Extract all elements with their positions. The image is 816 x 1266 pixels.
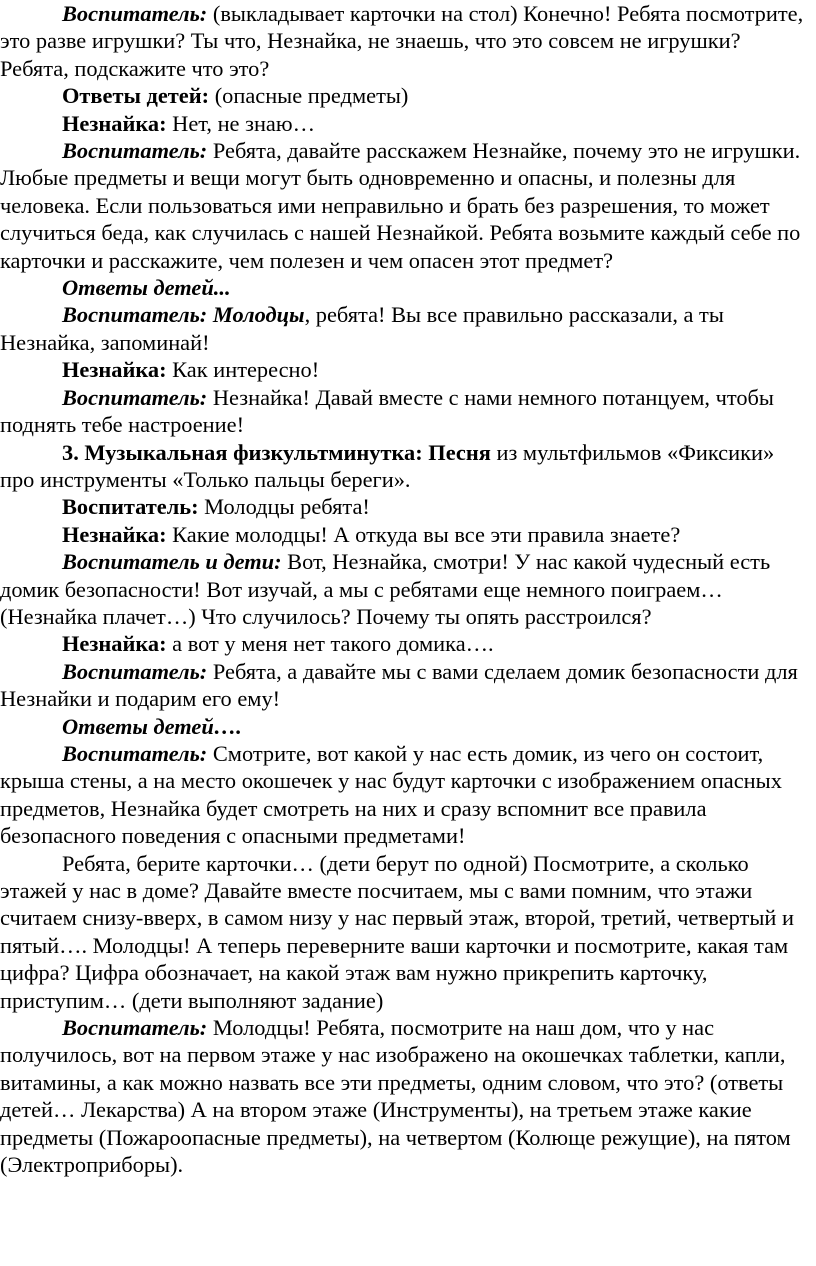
p3: [0, 137, 810, 274]
p9-text: Молодцы ребята!: [204, 494, 370, 520]
p15: [0, 740, 810, 850]
p12: [0, 630, 810, 657]
p13-text: Ребята, а давайте мы с вами сделаем домик безопасности для Незнайки и подарим его ему!: [0, 658, 798, 712]
p13-speaker: Воспитатель:: [62, 658, 213, 684]
p2-speaker: Незнайка:: [62, 110, 173, 136]
p1: [0, 82, 810, 109]
p3-text: Ребята, давайте расскажем Незнайке, почему это не игрушки. Любые предметы и вещи могут быть одновременно и опасны, и полезны для человека. Если пользоваться ими неправильно и брать без разрешения, то может случиться беда, как случилась с нашей Незнайкой. Ребята возьмите каждый себе по карточки и расскажите, чем полезен и чем опасен этот предмет?: [0, 138, 801, 273]
p6: [0, 356, 810, 383]
p10-text: Какие молодцы! А откуда вы все эти правила знаете?: [172, 521, 681, 547]
p3-speaker: Воспитатель:: [62, 138, 213, 164]
p6-speaker: Незнайка:: [62, 357, 173, 383]
p10-speaker: Незнайка:: [62, 521, 173, 547]
p4: [0, 274, 810, 301]
p4-speaker: Ответы детей...: [62, 275, 231, 301]
p1-text: (опасные предметы): [214, 83, 409, 109]
p5-text: , ребята! Вы все правильно рассказали, а ты Незнайка, запоминай!: [0, 302, 724, 355]
p17: [0, 1014, 810, 1178]
p12-text: а вот у меня нет такого домика….: [172, 631, 494, 657]
p14: [0, 713, 810, 740]
p16-text: Ребята, берите карточки… (дети берут по одной) Посмотрите, а сколько этажей у нас в доме? Давайте вместе посчитаем, мы с вами помним, что этажи считаем снизу-вверх, в самом низу у нас первый этаж, второй, третий, четвертый и пятый…. Молодцы! А теперь переверните ваши карточки и посмотрите, какая там цифра? Цифра обозначает, на какой этаж вам нужно прикрепить карточку, приступим… (дети выполняют задание): [0, 850, 794, 1013]
p8: [0, 439, 810, 494]
p5-speaker: Воспитатель: Молодцы: [62, 302, 305, 328]
p2-text: Нет, не знаю…: [172, 110, 315, 136]
p0-text: (выкладывает карточки на стол) Конечно! Ребята посмотрите, это разве игрушки? Ты что, Незнайка, не знаешь, что это совсем не игрушки? Ребята, подскажите что это?: [0, 1, 804, 81]
p5: [0, 301, 810, 356]
p8-text: из мультфильмов «Фиксики» про инструменты «Только пальцы береги».: [0, 439, 775, 492]
p8-heading: 3. Музыкальная физкультминутка: Песня: [62, 439, 497, 465]
p11-text: Вот, Незнайка, смотри! У нас какой чудесный есть домик безопасности! Вот изучай, а мы с ребятами еще немного поиграем… (Незнайка плачет…) Что случилось? Почему ты опять расстроился?: [0, 549, 771, 629]
p9-speaker: Воспитатель:: [62, 494, 205, 520]
p17-text: Молодцы! Ребята, посмотрите на наш дом, что у нас получилось, вот на первом этаже у нас изображено на окошечках таблетки, капли, витамины, а как можно назвать все эти предметы, одним словом, что это? (ответы детей… Лекарства) А на втором этаже (Инструменты), на третьем этаже какие предметы (Пожароопасные предметы), на четвертом (Колюще режущие), на пятом (Электроприборы).: [0, 1015, 791, 1178]
p14-speaker: Ответы детей….: [62, 713, 242, 739]
p0-speaker: Воспитатель:: [62, 1, 213, 26]
p17-speaker: Воспитатель:: [62, 1015, 213, 1041]
p15-speaker: Воспитатель:: [62, 740, 213, 766]
p2: [0, 110, 810, 137]
p7-speaker: Воспитатель:: [62, 384, 213, 410]
p11: [0, 548, 810, 630]
p7-text: Незнайка! Давай вместе с нами немного потанцуем, чтобы поднять тебе настроение!: [0, 384, 774, 438]
p0: [0, 0, 810, 82]
p10: [0, 521, 810, 548]
p15-text: Смотрите, вот какой у нас есть домик, из чего он состоит, крыша стены, а на место окошечек у нас будут карточки с изображением опасных предметов, Незнайка будет смотреть на них и сразу вспомнит все правила безопасного поведения с опасными предметами!: [0, 740, 782, 849]
p1-speaker: Ответы детей:: [62, 83, 215, 109]
p16: [0, 850, 810, 1014]
p7: [0, 384, 810, 439]
p13: [0, 658, 810, 713]
p9: [0, 493, 810, 520]
p6-text: Как интересно!: [172, 357, 320, 383]
p12-speaker: Незнайка:: [62, 631, 173, 657]
p11-speaker: Воспитатель и дети:: [62, 549, 288, 575]
